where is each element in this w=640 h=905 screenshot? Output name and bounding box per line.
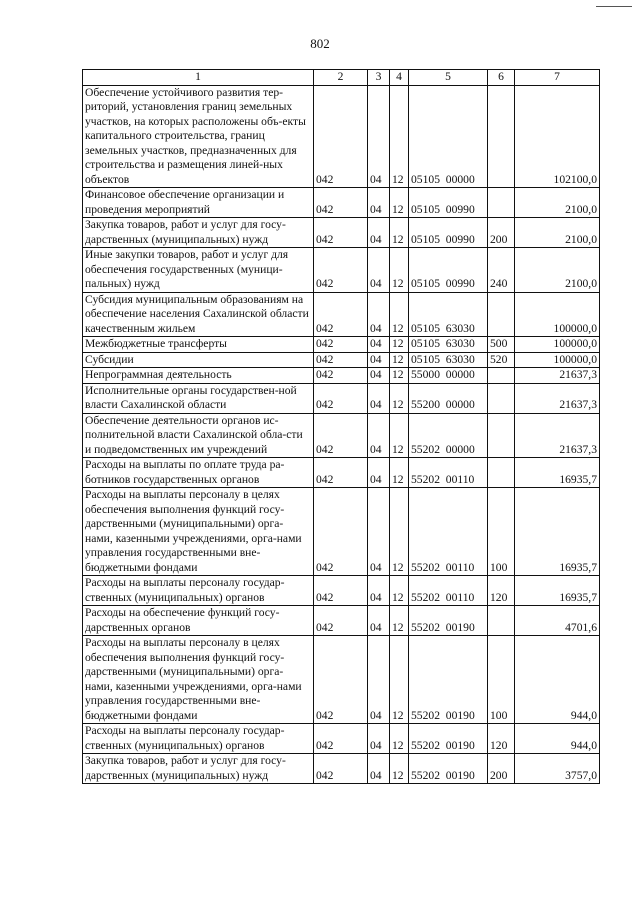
- row-col7: 21637,3: [515, 413, 600, 458]
- header-row: [83, 70, 600, 86]
- row-col2: 042: [314, 458, 368, 488]
- row-col7: 100000,0: [515, 337, 600, 353]
- row-col3: 04: [368, 248, 390, 293]
- row-col4: 12: [390, 218, 409, 248]
- row-col7: 21637,3: [515, 383, 600, 413]
- row-col7: 2100,0: [515, 218, 600, 248]
- table-row: [83, 292, 600, 337]
- header-cell: 6: [488, 70, 515, 86]
- row-col5-program: 55202: [411, 472, 440, 486]
- row-col2: 042: [314, 413, 368, 458]
- row-col4: 12: [390, 383, 409, 413]
- row-col6: 100: [488, 636, 515, 724]
- row-name: Расходы на обеспечение функций госу-дарственных органов: [83, 606, 314, 636]
- row-col7: 16935,7: [515, 488, 600, 576]
- row-name: Субсидии: [83, 352, 314, 368]
- row-col5-direction: 00190: [445, 708, 475, 722]
- row-col5-direction: 00110: [445, 590, 475, 604]
- row-name: Расходы на выплаты персоналу в целях обеспечения выполнения функций госу-дарственными (муниципальными) орга-нами, казенными учреждениями, орга-нами управления государственными вне-бюджетными фондами: [83, 636, 314, 724]
- row-col3: 04: [368, 576, 390, 606]
- row-col5-program: 55202: [411, 768, 440, 782]
- row-col2: 042: [314, 352, 368, 368]
- row-col5-direction: 00110: [445, 560, 475, 574]
- row-col5-direction: 00990: [445, 232, 475, 246]
- table-row: [83, 337, 600, 353]
- row-col5: [409, 218, 488, 248]
- row-col6: [488, 292, 515, 337]
- row-col5-program: 55202: [411, 560, 440, 574]
- row-col5-direction: 00190: [445, 620, 475, 634]
- row-col7: 100000,0: [515, 352, 600, 368]
- page-number: 802: [310, 36, 330, 51]
- row-name: Расходы на выплаты персоналу в целях обеспечения выполнения функций госу-дарственными (муниципальными) орга-нами, казенными учреждениями, орга-нами управления государственными вне-бюджетными фондами: [83, 488, 314, 576]
- row-col6: [488, 458, 515, 488]
- row-col5: [409, 337, 488, 353]
- header-cell: 2: [314, 70, 368, 86]
- row-col5: [409, 248, 488, 293]
- table-row: [83, 368, 600, 384]
- row-col4: 12: [390, 413, 409, 458]
- row-name: Иные закупки товаров, работ и услуг для обеспечения государственных (муници-пальных) нужд: [83, 248, 314, 293]
- row-col2: 042: [314, 383, 368, 413]
- table-row: [83, 188, 600, 218]
- table-row: [83, 383, 600, 413]
- row-col5: [409, 292, 488, 337]
- row-col4: 12: [390, 606, 409, 636]
- row-col5-direction: 63030: [445, 321, 475, 335]
- row-col4: 12: [390, 636, 409, 724]
- row-col2: 042: [314, 218, 368, 248]
- row-col5-direction: 00110: [445, 472, 475, 486]
- row-col7: 944,0: [515, 724, 600, 754]
- row-col7: 102100,0: [515, 85, 600, 188]
- row-col3: 04: [368, 292, 390, 337]
- header-cell: 1: [83, 70, 314, 86]
- row-col6: [488, 368, 515, 384]
- row-col7: 21637,3: [515, 368, 600, 384]
- row-name: Финансовое обеспечение организации и проведения мероприятий: [83, 188, 314, 218]
- row-col7: 16935,7: [515, 576, 600, 606]
- row-col3: 04: [368, 606, 390, 636]
- row-col5: [409, 352, 488, 368]
- row-col2: 042: [314, 368, 368, 384]
- row-col5: [409, 576, 488, 606]
- row-col5: [409, 383, 488, 413]
- table-row: [83, 458, 600, 488]
- row-col6: 200: [488, 754, 515, 784]
- row-col5-program: 55000: [411, 368, 440, 381]
- row-col6: 100: [488, 488, 515, 576]
- row-name: Непрограммная деятельность: [83, 368, 314, 384]
- row-name: Обеспечение деятельности органов ис-полнительной власти Сахалинской обла-сти и подведомственных им учреждений: [83, 413, 314, 458]
- row-col5: [409, 636, 488, 724]
- table-row: [83, 85, 600, 188]
- row-col5-direction: 63030: [445, 352, 475, 366]
- row-col7: 3757,0: [515, 754, 600, 784]
- row-col3: 04: [368, 218, 390, 248]
- row-col5-direction: 00000: [445, 172, 475, 186]
- row-col5-direction: 00000: [445, 398, 475, 411]
- row-col5: [409, 724, 488, 754]
- row-col4: 12: [390, 724, 409, 754]
- row-col4: 12: [390, 488, 409, 576]
- row-col6: 120: [488, 576, 515, 606]
- row-col6: 520: [488, 352, 515, 368]
- row-col5: [409, 413, 488, 458]
- header-cell: 3: [368, 70, 390, 86]
- row-col5-direction: 00990: [445, 277, 475, 290]
- row-col3: 04: [368, 724, 390, 754]
- header-cell: 5: [409, 70, 488, 86]
- table-row: [83, 413, 600, 458]
- row-col6: [488, 606, 515, 636]
- row-col5-program: 05105: [411, 172, 440, 186]
- row-col5-program: 05105: [411, 352, 440, 366]
- row-col5-direction: 00990: [445, 202, 475, 216]
- row-col5: [409, 368, 488, 384]
- row-col2: 042: [314, 85, 368, 188]
- row-col3: 04: [368, 458, 390, 488]
- row-col4: 12: [390, 458, 409, 488]
- row-col7: 4701,6: [515, 606, 600, 636]
- row-col5: [409, 188, 488, 218]
- row-name: Обеспечение устойчивого развития тер-риторий, установления границ земельных участков, на которых расположены объ-екты капитального строительства, границ земельных участков, предназначенных для строительства и размещения линей-ных объектов: [83, 85, 314, 188]
- row-col3: 04: [368, 383, 390, 413]
- row-col2: 042: [314, 724, 368, 754]
- row-col4: 12: [390, 368, 409, 384]
- row-name: Субсидия муниципальным образованиям на обеспечение населения Сахалинской области качественным жильем: [83, 292, 314, 337]
- row-col2: 042: [314, 337, 368, 353]
- row-col4: 12: [390, 754, 409, 784]
- row-col5: [409, 606, 488, 636]
- table-row: [83, 636, 600, 724]
- row-col5: [409, 458, 488, 488]
- row-col5-program: 55202: [411, 620, 440, 634]
- row-col6: 200: [488, 218, 515, 248]
- table-row: [83, 248, 600, 293]
- row-col3: 04: [368, 413, 390, 458]
- row-col2: 042: [314, 636, 368, 724]
- row-col5-program: 05105: [411, 232, 440, 246]
- row-col5-direction: 63030: [445, 337, 475, 350]
- row-col4: 12: [390, 337, 409, 353]
- row-col3: 04: [368, 352, 390, 368]
- row-col3: 04: [368, 636, 390, 724]
- row-col5-direction: 00000: [445, 442, 475, 456]
- table-row: [83, 488, 600, 576]
- row-col3: 04: [368, 188, 390, 218]
- row-col5-direction: 00000: [445, 368, 475, 381]
- row-col4: 12: [390, 85, 409, 188]
- row-col2: 042: [314, 292, 368, 337]
- budget-table: [82, 69, 600, 784]
- row-col5: [409, 754, 488, 784]
- row-col2: 042: [314, 188, 368, 218]
- row-col2: 042: [314, 606, 368, 636]
- row-col4: 12: [390, 352, 409, 368]
- row-col4: 12: [390, 188, 409, 218]
- row-col7: 100000,0: [515, 292, 600, 337]
- row-col4: 12: [390, 576, 409, 606]
- row-col5-program: 55202: [411, 590, 440, 604]
- row-col5-program: 55200: [411, 398, 440, 411]
- row-col2: 042: [314, 576, 368, 606]
- row-col7: 2100,0: [515, 188, 600, 218]
- table-row: [83, 352, 600, 368]
- row-name: Закупка товаров, работ и услуг для госу-дарственных (муниципальных) нужд: [83, 754, 314, 784]
- row-col6: 500: [488, 337, 515, 353]
- corner-rule: [596, 6, 632, 7]
- row-col7: 944,0: [515, 636, 600, 724]
- row-col2: 042: [314, 754, 368, 784]
- row-col6: [488, 85, 515, 188]
- row-col6: 240: [488, 248, 515, 293]
- row-col5-program: 55202: [411, 442, 440, 456]
- row-col2: 042: [314, 248, 368, 293]
- row-col5-program: 05105: [411, 202, 440, 216]
- table-row: [83, 576, 600, 606]
- row-col3: 04: [368, 488, 390, 576]
- row-col4: 12: [390, 292, 409, 337]
- header-cell: 7: [515, 70, 600, 86]
- row-col5-program: 55202: [411, 708, 440, 722]
- row-col5-program: 05105: [411, 337, 440, 350]
- row-name: Закупка товаров, работ и услуг для госу-дарственных (муниципальных) нужд: [83, 218, 314, 248]
- row-col7: 2100,0: [515, 248, 600, 293]
- row-col5: [409, 488, 488, 576]
- row-col7: 16935,7: [515, 458, 600, 488]
- row-name: Расходы на выплаты по оплате труда ра-ботников государственных органов: [83, 458, 314, 488]
- row-col5-program: 55202: [411, 738, 440, 752]
- table-row: [83, 218, 600, 248]
- header-cell: 4: [390, 70, 409, 86]
- row-name: Расходы на выплаты персоналу государ-ственных (муниципальных) органов: [83, 724, 314, 754]
- row-col3: 04: [368, 85, 390, 188]
- row-col6: [488, 383, 515, 413]
- row-col2: 042: [314, 488, 368, 576]
- row-col3: 04: [368, 337, 390, 353]
- row-col3: 04: [368, 754, 390, 784]
- row-col5-program: 05105: [411, 277, 440, 290]
- row-name: Расходы на выплаты персоналу государ-ственных (муниципальных) органов: [83, 576, 314, 606]
- row-col4: 12: [390, 248, 409, 293]
- row-col5-direction: 00190: [445, 738, 475, 752]
- table-row: [83, 754, 600, 784]
- row-col5-program: 05105: [411, 321, 440, 335]
- row-col6: [488, 188, 515, 218]
- row-name: Исполнительные органы государствен-ной власти Сахалинской области: [83, 383, 314, 413]
- row-col6: [488, 413, 515, 458]
- table-row: [83, 724, 600, 754]
- row-col3: 04: [368, 368, 390, 384]
- table-row: [83, 606, 600, 636]
- row-name: Межбюджетные трансферты: [83, 337, 314, 353]
- row-col5-direction: 00190: [445, 768, 475, 782]
- row-col6: 120: [488, 724, 515, 754]
- row-col5: [409, 85, 488, 188]
